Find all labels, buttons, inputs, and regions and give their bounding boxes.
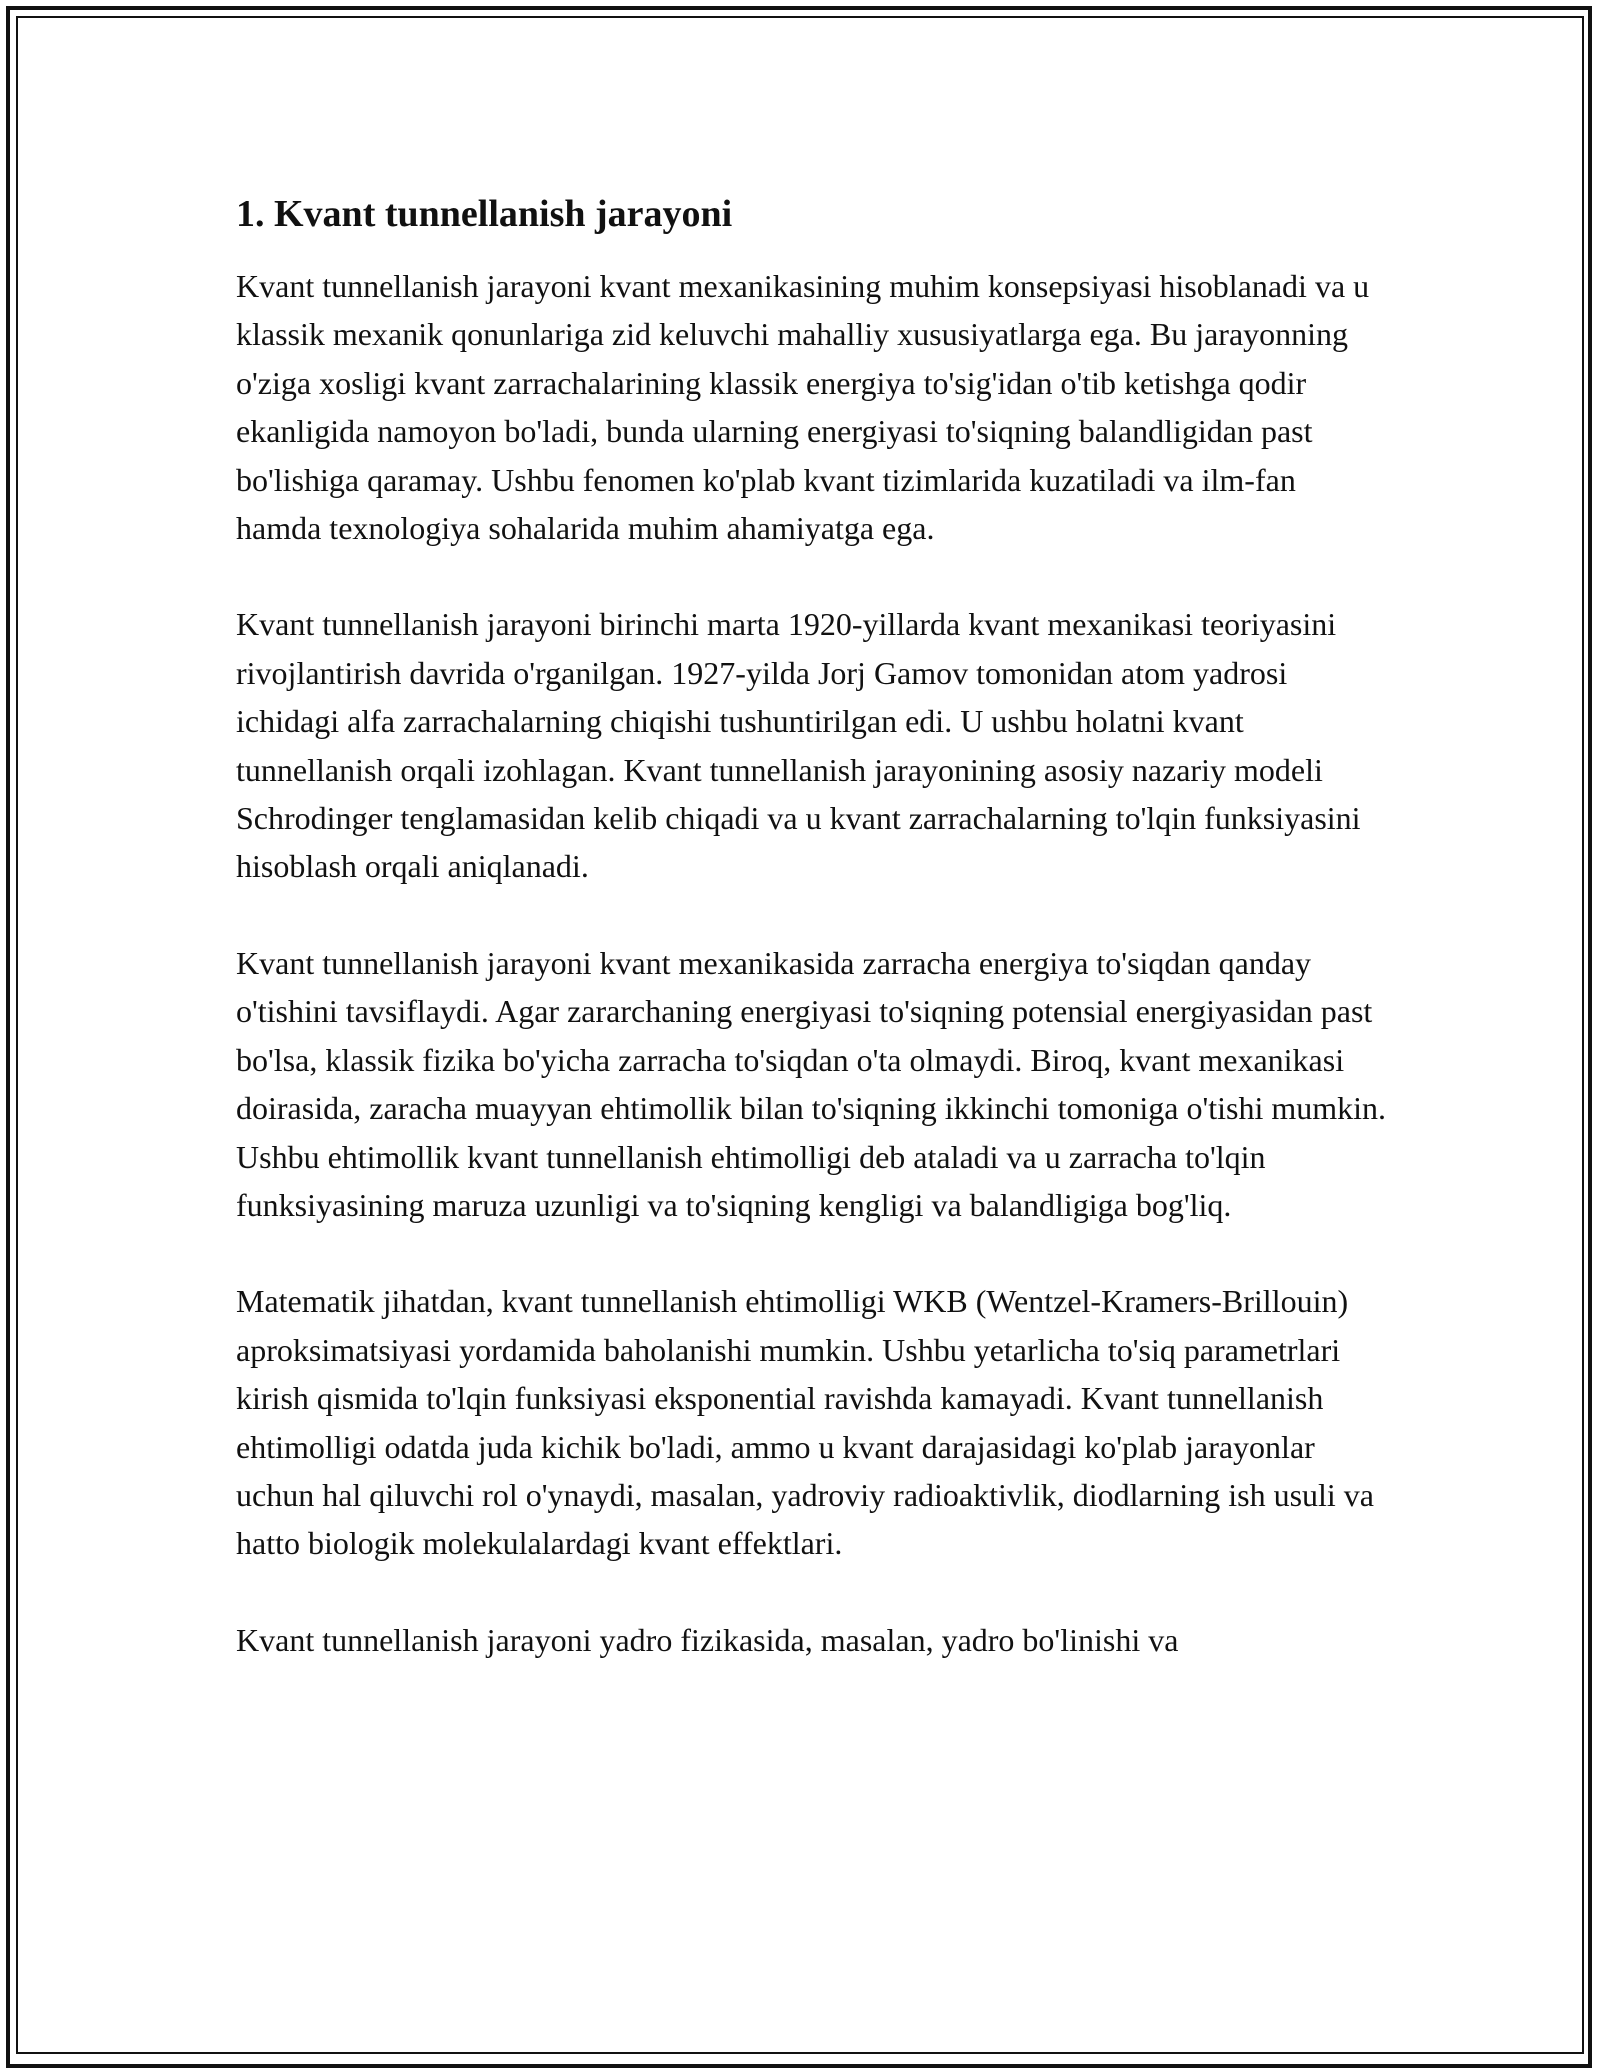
paragraph-3: Kvant tunnellanish jarayoni kvant mexanikasida zarracha energiya to'siqdan qanday o'tishini tavsiflaydi. Agar zararchaning energiyasi to'siqning potensial energiyasidan past bo'lsa, klassik fizika bo'yicha zarracha to'siqdan o'ta olmaydi. Biroq, kvant mexanikasi doirasida, zaracha muayyan ehtimollik bilan to'siqning ikkinchi tomoniga o'tishi mumkin. Ushbu ehtimollik kvant tunnellanish ehtimolligi deb ataladi va u zarracha to'lqin funksiyasining maruza uzunligi va to'siqning kengligi va balandligiga bog'liq. [236, 944, 1386, 1223]
paragraph-4: Matematik jihatdan, kvant tunnellanish ehtimolligi WKB (Wentzel-Kramers-Brillouin) aproksimatsiyasi yordamida baholanishi mumkin. Ushbu yetarlicha to'siq parametrlari kirish qismida to'lqin funksiyasi eksponential ravishda kamayadi. Kvant tunnellanish ehtimolligi odatda juda kichik bo'ladi, ammo u kvant darajasidagi ko'plab jarayonlar uchun hal qiluvchi rol o'ynaydi, masalan, yadroviy radioaktivlik, diodlarning ish usuli va hatto biologik molekulalardagi kvant effektlari. [236, 1283, 1374, 1562]
paragraph-5: Kvant tunnellanish jarayoni yadro fizikasida, masalan, yadro bo'linishi va [236, 1621, 1179, 1658]
document-body [236, 188, 1386, 1712]
paragraph-1: Kvant tunnellanish jarayoni kvant mexanikasining muhim konsepsiyasi hisoblanadi va u klassik mexanik qonunlariga zid keluvchi mahalliy xususiyatlarga ega. Bu jarayonning o'ziga xosligi kvant zarrachalarining klassik energiya to'sig'idan o'tib ketishga qodir ekanligida namoyon bo'ladi, bunda ularning energiyasi to'siqning balandligidan past bo'lishiga qaramay. Ushbu fenomen ko'plab kvant tizimlarida kuzatiladi va ilm-fan hamda texnologiya sohalarida muhim ahamiyatga ega. [236, 268, 1370, 547]
section-heading: 1. Kvant tunnellanish jarayoni [236, 193, 733, 235]
paragraph-2: Kvant tunnellanish jarayoni birinchi marta 1920-yillarda kvant mexanikasi teoriyasini rivojlantirish davrida o'rganilgan. 1927-yilda Jorj Gamov tomonidan atom yadrosi ichidagi alfa zarrachalarning chiqishi tushuntirilgan edi. U ushbu holatni kvant tunnellanish orqali izohlagan. Kvant tunnellanish jarayonining asosiy nazariy modeli Schrodinger tenglamasidan kelib chiqadi va u kvant zarrachalarning to'lqin funksiyasini hisoblash orqali aniqlanadi. [236, 606, 1361, 885]
